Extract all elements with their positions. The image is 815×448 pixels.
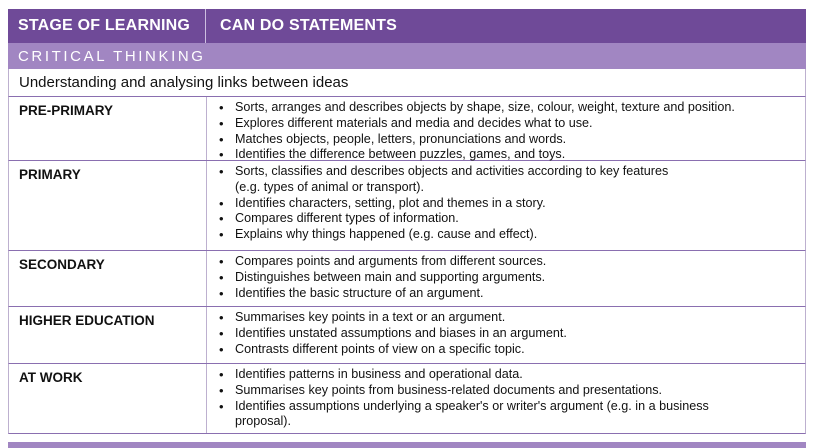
list-item: • Identifies characters, setting, plot and themes in a story. (235, 196, 805, 212)
table-row (8, 161, 806, 251)
statement-list (207, 367, 805, 430)
list-item: • Identifies patterns in business and operational data. (235, 367, 805, 383)
list-item: • Distinguishes between main and supporting arguments. (235, 270, 805, 286)
list-item-text: Sorts, classifies and describes objects and activities according to key features (235, 164, 669, 178)
table-header (8, 9, 806, 43)
stage-label: AT WORK (9, 364, 207, 433)
statements-column-header: CAN DO STATEMENTS (220, 17, 398, 34)
table-row (8, 251, 806, 307)
table-row (8, 307, 806, 364)
stage-label: PRE-PRIMARY (9, 97, 207, 160)
list-item: • Summarises key points from business-related documents and presentations. (235, 383, 805, 399)
list-item: • Summarises key points in a text or an argument. (235, 310, 805, 326)
stage-label: PRIMARY (9, 161, 207, 250)
stage-column-header: STAGE OF LEARNING (8, 9, 206, 43)
list-item: • Contrasts different points of view on a specific topic. (235, 342, 805, 358)
section-title: CRITICAL THINKING (8, 43, 806, 69)
stage-label: SECONDARY (9, 251, 207, 306)
list-item: • Matches objects, people, letters, pronunciations and words. (235, 132, 805, 148)
table-row (8, 97, 806, 161)
list-item-text: Identifies assumptions underlying a speaker's or writer's argument (e.g. in a business (235, 398, 709, 413)
list-item: • Compares points and arguments from different sources. (235, 254, 805, 270)
list-item: • Identifies the basic structure of an argument. (235, 286, 805, 302)
subsection-title: Understanding and analysing links between ideas (8, 69, 806, 97)
statement-list (207, 310, 805, 357)
can-do-table (8, 9, 806, 434)
list-item-continuation: (e.g. types of animal or transport). (235, 179, 424, 194)
table-row (8, 364, 806, 434)
statement-list (207, 100, 805, 163)
bottom-border (8, 442, 806, 448)
list-item: • Sorts, arranges and describes objects by shape, size, colour, weight, texture and position. (235, 100, 805, 116)
list-item: • Explains why things happened (e.g. cause and effect). (235, 227, 805, 243)
statement-list (207, 254, 805, 301)
list-item (235, 399, 805, 431)
stage-label: HIGHER EDUCATION (9, 307, 207, 363)
list-item: • Explores different materials and media and decides what to use. (235, 116, 805, 132)
statement-list (207, 164, 805, 243)
list-item: • Identifies the difference between puzzles, games, and toys. (235, 147, 805, 163)
list-item: • Compares different types of information. (235, 211, 805, 227)
list-item (235, 164, 805, 196)
list-item-continuation: proposal). (235, 414, 292, 429)
list-item: • Identifies unstated assumptions and biases in an argument. (235, 326, 805, 342)
